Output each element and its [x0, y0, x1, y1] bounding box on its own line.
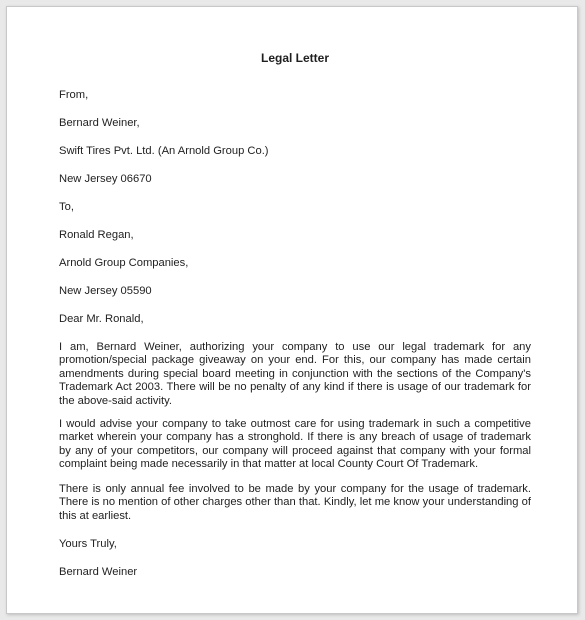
sender-name: Bernard Weiner, [59, 117, 140, 129]
from-label: From, [59, 89, 89, 101]
to-label: To, [59, 201, 74, 213]
signature: Bernard Weiner [59, 566, 138, 578]
salutation: Dear Mr. Ronald, [59, 313, 144, 325]
body-paragraph-3: There is only annual fee involved to be made by your company for the usage of trademark. There is no mention of other charges other than that. Kindly, let me know your understanding of this at earliest. [59, 483, 531, 522]
body-paragraph-2: I would advise your company to take outmost care for using trademark in such a competitive market wherein your company has a stronghold. If there is any breach of usage of trademark by any of your competitors, our company will proceed against that company with your formal complaint being made necessarily in that matter at local County Court Of Trademark. [59, 418, 531, 471]
body-paragraph-1: I am, Bernard Weiner, authorizing your company to use our legal trademark for any promotion/special package giveaway on your end. For this, our company has made certain amendments during special board meeting in conjunction with the sections of the Company's Trademark Act 2003. There will be no penalty of any kind if there is usage of our trademark for the above-said activity. [59, 341, 531, 407]
closing: Yours Truly, [59, 538, 117, 550]
sender-location: New Jersey 06670 [59, 173, 152, 185]
recipient-location: New Jersey 05590 [59, 285, 152, 297]
recipient-company: Arnold Group Companies, [59, 257, 189, 269]
recipient-name: Ronald Regan, [59, 229, 134, 241]
sender-company: Swift Tires Pvt. Ltd. (An Arnold Group Co.) [59, 145, 269, 157]
letter-page [6, 6, 578, 614]
letter-title: Legal Letter [260, 51, 329, 65]
